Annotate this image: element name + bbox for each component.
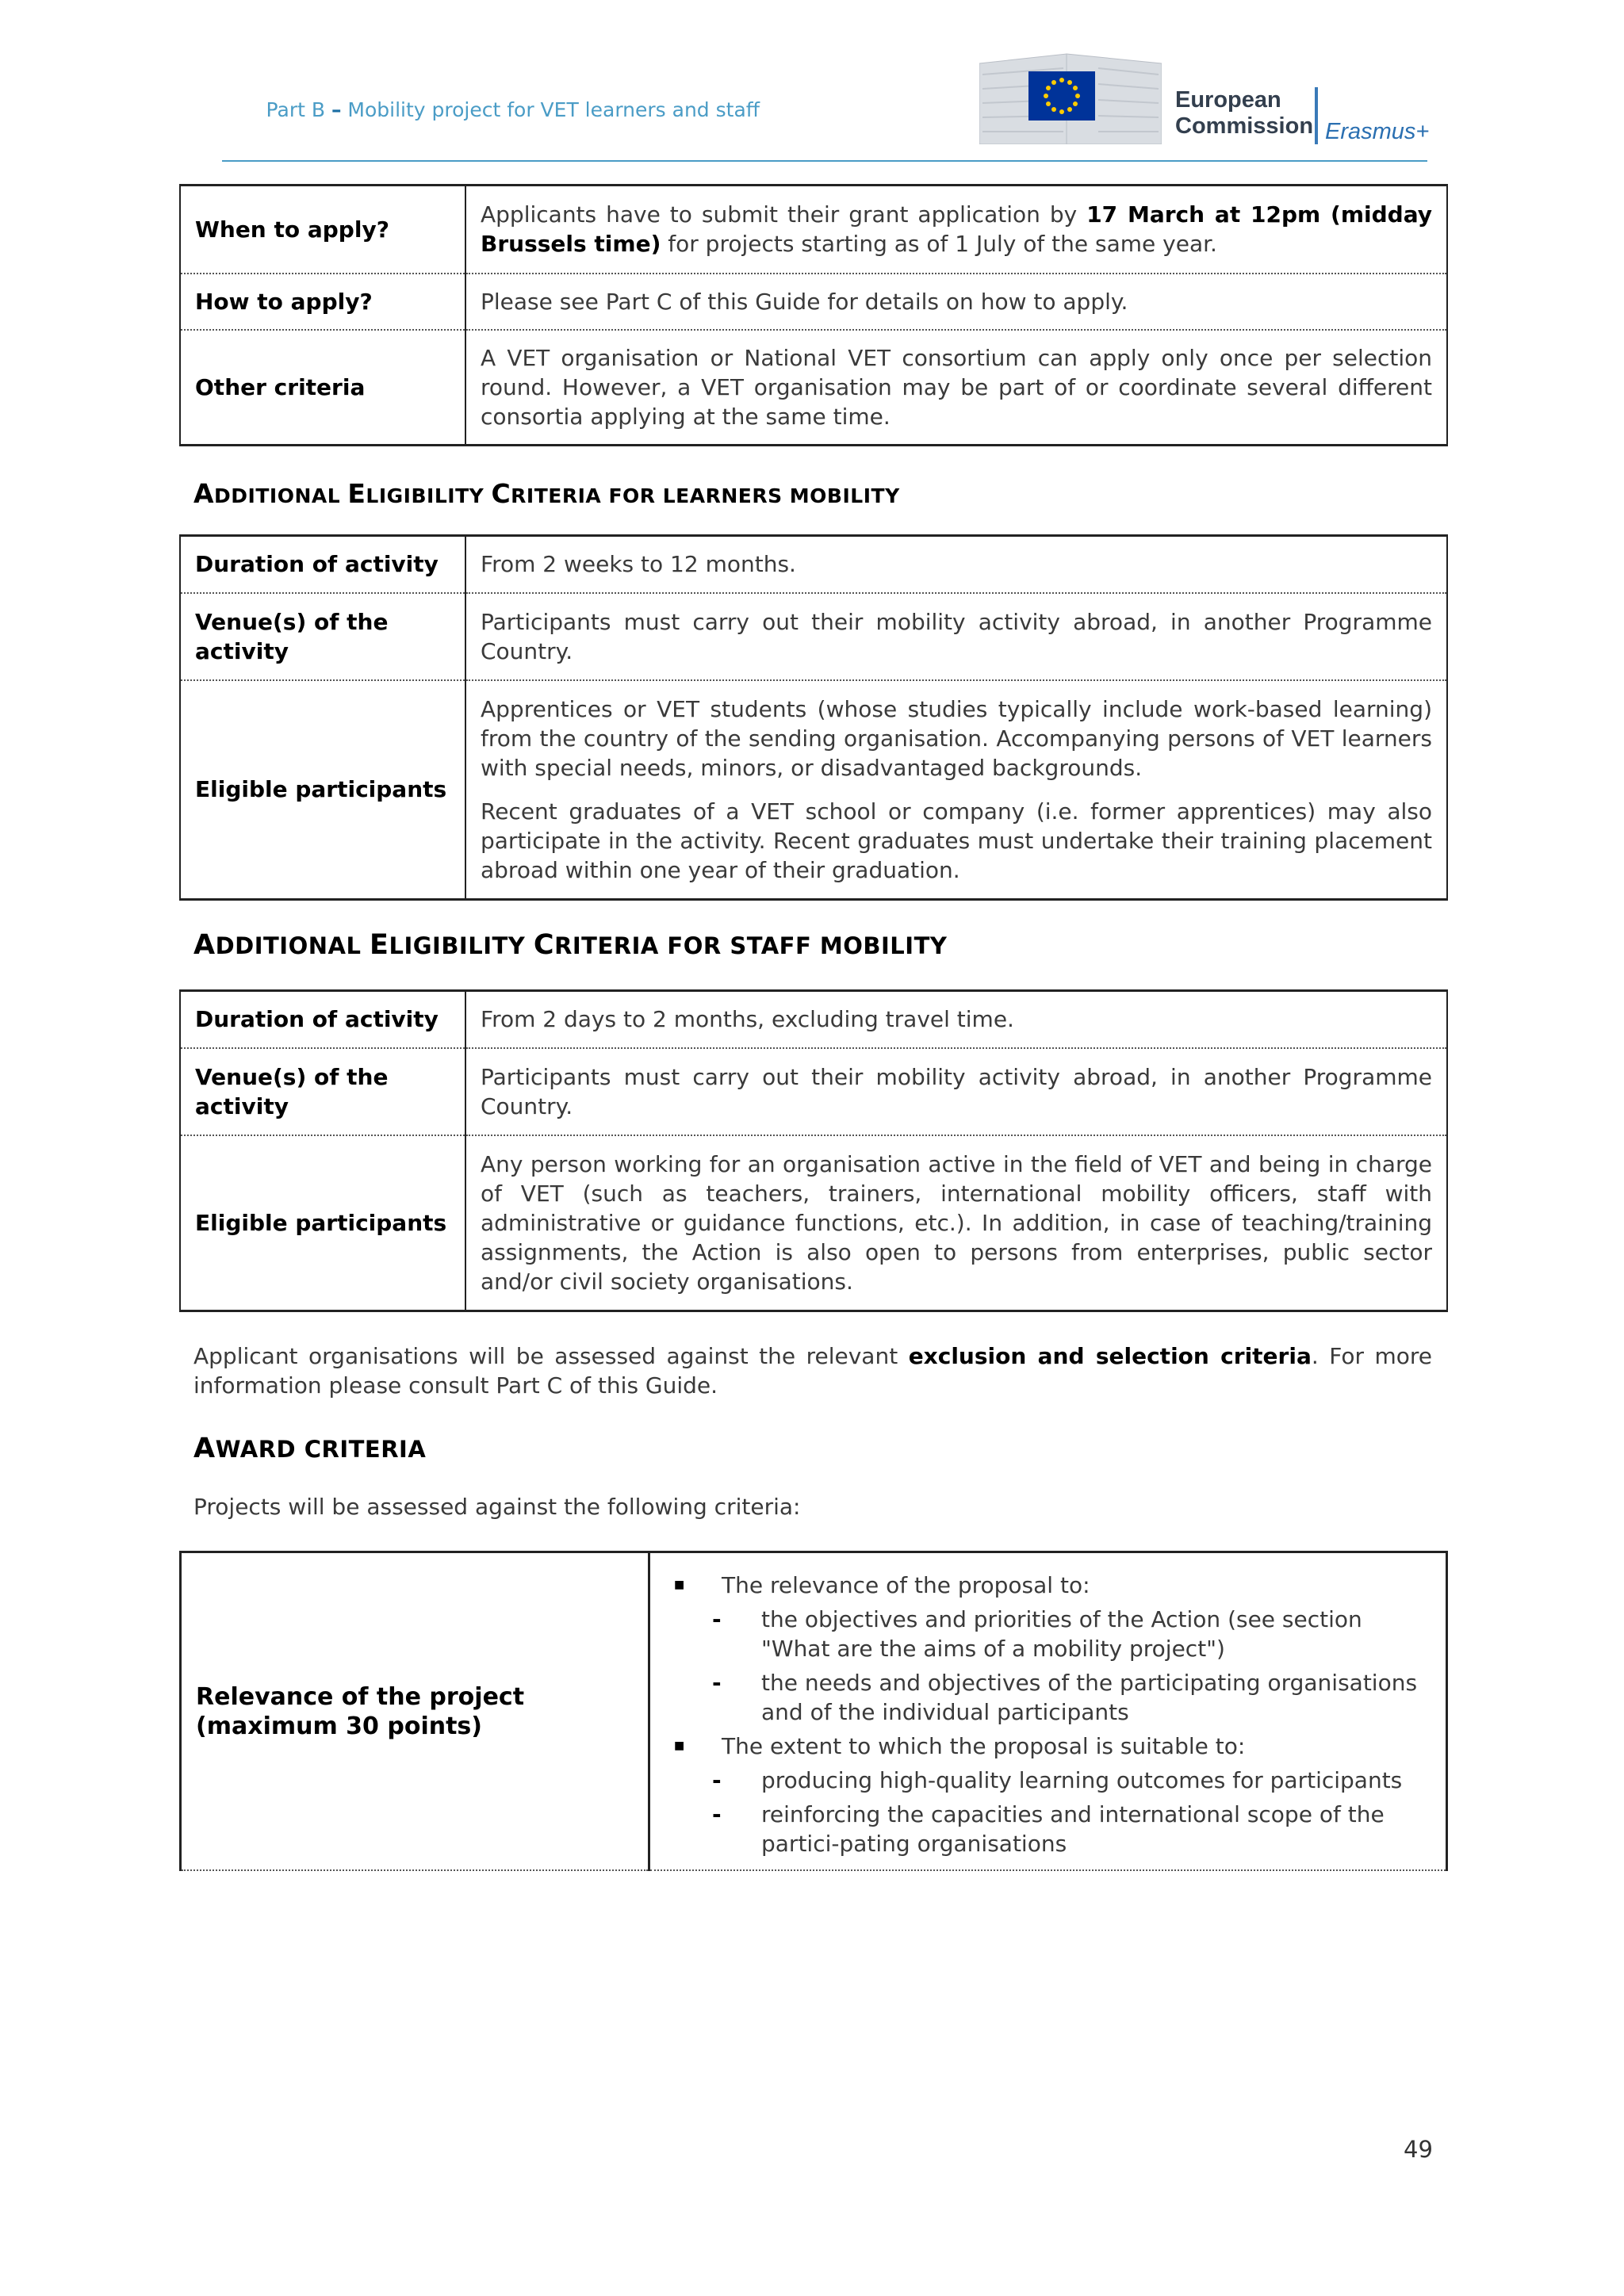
header-title: Part B – Mobility project for VET learners and staff bbox=[266, 98, 760, 121]
row-label: Eligible participants bbox=[180, 1135, 465, 1311]
table-row bbox=[181, 1552, 1447, 1871]
table-row bbox=[180, 593, 1447, 680]
row-label: Venue(s) of the activity bbox=[180, 593, 465, 680]
row-label: Venue(s) of the activity bbox=[180, 1048, 465, 1135]
award-heading: AWARD CRITERIA bbox=[193, 1433, 427, 1464]
erasmus-label: Erasmus+ bbox=[1325, 119, 1430, 144]
award-table bbox=[179, 1551, 1448, 1871]
row-label: Other criteria bbox=[180, 330, 465, 446]
row-label: How to apply? bbox=[180, 274, 465, 330]
table-row bbox=[180, 330, 1447, 446]
row-value: Participants must carry out their mobility activity abroad, in another Programme Country. bbox=[465, 593, 1447, 680]
row-label: Duration of activity bbox=[180, 991, 465, 1048]
dash-icon: - bbox=[712, 1767, 722, 1793]
dash-icon: - bbox=[712, 1801, 722, 1827]
row-label: Duration of activity bbox=[180, 536, 465, 593]
row-value: Please see Part C of this Guide for details on how to apply. bbox=[465, 274, 1447, 330]
page-number: 49 bbox=[1404, 2136, 1433, 2163]
table-row bbox=[180, 991, 1447, 1048]
table-row bbox=[180, 274, 1447, 330]
apply-table bbox=[179, 184, 1448, 446]
header-rule bbox=[222, 160, 1427, 162]
award-intro: Projects will be assessed against the following criteria: bbox=[193, 1494, 801, 1520]
row-value: Apprentices or VET students (whose studies typically include work-based learning) from the country of the sending organisation. Accompanying persons of VET learners with special needs, minors, or disadvantaged backgrounds. Recent graduates of a VET school or company (i.e. former apprentices) may also participate in the activity. Recent graduates must undertake their training placement abroad within one year of their graduation. bbox=[465, 680, 1447, 900]
table-row bbox=[180, 536, 1447, 593]
list-item: ■ The extent to which the proposal is suitable to: bbox=[665, 1732, 1431, 1761]
staff-table bbox=[179, 989, 1448, 1312]
list-item: - producing high-quality learning outcomes for participants bbox=[712, 1767, 1403, 1793]
list-item: - the objectives and priorities of the Action (see section "What are the aims of a mobility project") bbox=[712, 1606, 1362, 1662]
eu-flag-icon bbox=[979, 48, 1162, 144]
row-label: When to apply? bbox=[180, 186, 465, 274]
table-row bbox=[180, 1135, 1447, 1311]
row-value: Applicants have to submit their grant application by 17 March at 12pm (midday Brussels time) for projects starting as of 1 July of the same year. bbox=[465, 186, 1447, 274]
bullet-icon: ■ bbox=[674, 1578, 685, 1591]
row-value: From 2 weeks to 12 months. bbox=[465, 536, 1447, 593]
learners-heading: ADDITIONAL ELIGIBILITY CRITERIA FOR LEARNERS MOBILITY bbox=[193, 478, 900, 509]
row-label: Eligible participants bbox=[180, 680, 465, 900]
row-value: Any person working for an organisation active in the field of VET and being in charge of VET (such as teachers, trainers, international mobility officers, staff with administrative or guidance functions, etc.). In addition, in case of teaching/training assignments, the Action is also open to persons from enterprises, public sector and/or civil society organisations. bbox=[465, 1135, 1447, 1311]
list-item: - reinforcing the capacities and international scope of the partici-pating organisations bbox=[712, 1801, 1385, 1857]
staff-heading: ADDITIONAL ELIGIBILITY CRITERIA FOR STAFF MOBILITY bbox=[193, 929, 948, 961]
award-value bbox=[649, 1552, 1447, 1871]
list-item: ■ The relevance of the proposal to: bbox=[665, 1571, 1431, 1600]
bullet-icon: ■ bbox=[674, 1739, 685, 1752]
logo-text: European Commission bbox=[1175, 87, 1314, 139]
table-row bbox=[180, 186, 1447, 274]
row-value: A VET organisation or National VET consortium can apply only once per selection round. However, a VET organisation may be part of or coordinate several different consortia applying at the same time. bbox=[465, 330, 1447, 446]
european-commission-logo bbox=[979, 48, 1430, 151]
list-item: - the needs and objectives of the participating organisations and of the individual participants bbox=[712, 1670, 1418, 1725]
page-header bbox=[222, 43, 1430, 162]
learners-table bbox=[179, 534, 1448, 901]
assessment-paragraph: Applicant organisations will be assessed against the relevant exclusion and selection criteria. For more information please consult Part C of this Guide. bbox=[193, 1343, 1432, 1399]
logo-divider bbox=[1315, 87, 1318, 144]
dash-icon: - bbox=[712, 1670, 722, 1696]
award-label: Relevance of the project (maximum 30 points) bbox=[181, 1552, 649, 1871]
table-row bbox=[180, 1048, 1447, 1135]
row-value: From 2 days to 2 months, excluding travel time. bbox=[465, 991, 1447, 1048]
dash-icon: - bbox=[712, 1606, 722, 1632]
row-value: Participants must carry out their mobility activity abroad, in another Programme Country. bbox=[465, 1048, 1447, 1135]
table-row bbox=[180, 680, 1447, 900]
